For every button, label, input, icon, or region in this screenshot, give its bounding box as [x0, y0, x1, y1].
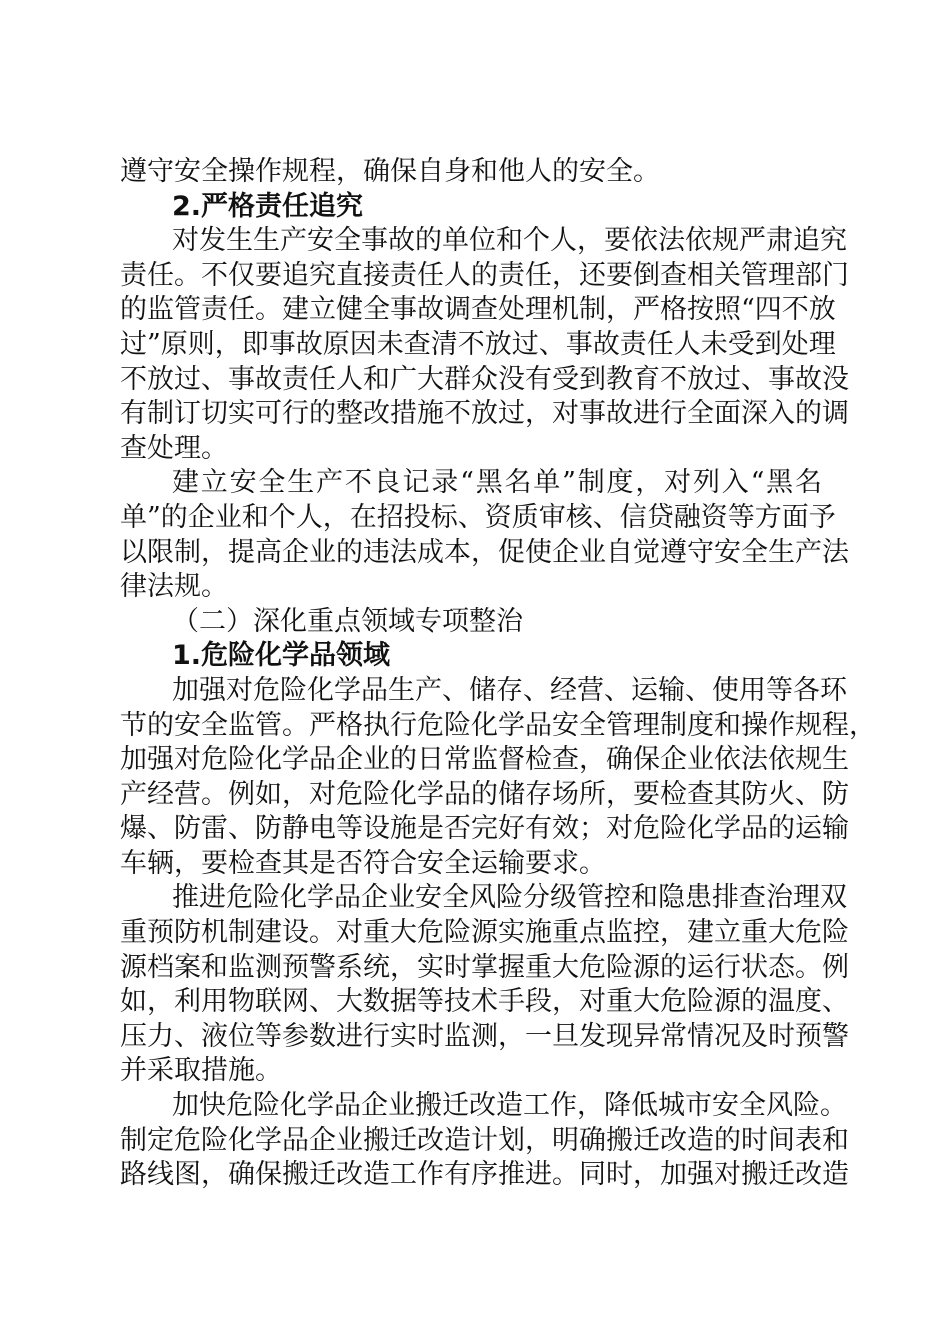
text-line: 重预防机制建设。对重大危险源实施重点监控，建立重大危险	[120, 917, 849, 949]
text-line: 如，利用物联网、大数据等技术手段，对重大危险源的温度、	[120, 986, 849, 1018]
text-line: 加快危险化学品企业搬迁改造工作，降低城市安全风险。	[172, 1090, 847, 1122]
text-line: 节的安全监管。严格执行危险化学品安全管理制度和操作规程，	[120, 709, 876, 741]
text-line: 加强对危险化学品企业的日常监督检查，确保企业依法依规生	[120, 744, 849, 776]
text-line: 查处理。	[120, 432, 228, 464]
text-line: 爆、防雷、防静电等设施是否完好有效；对危险化学品的运输	[120, 813, 849, 845]
text-line: 推进危险化学品企业安全风险分级管控和隐患排查治理双	[172, 882, 847, 914]
text-line: 遵守安全操作规程，确保自身和他人的安全。	[120, 156, 660, 187]
text-line: 的监管责任。建立健全事故调查处理机制，严格按照“四不放	[120, 294, 836, 326]
text-line: 责任。不仅要追究直接责任人的责任，还要倒查相关管理部门	[120, 259, 849, 291]
text-line: 源档案和监测预警系统，实时掌握重大危险源的运行状态。例	[120, 951, 849, 983]
text-line: 单”的企业和个人，在招投标、资质审核、信贷融资等方面予	[120, 501, 836, 533]
text-line: 制定危险化学品企业搬迁改造计划，明确搬迁改造的时间表和	[120, 1124, 849, 1156]
section-heading: 2.严格责任追究	[172, 190, 364, 222]
text-line: 以限制，提高企业的违法成本，促使企业自觉遵守安全生产法	[120, 536, 849, 568]
text-line: 建立安全生产不良记录“黑名单”制度，对列入“黑名	[172, 467, 822, 499]
section-heading: （二）深化重点领域专项整治	[172, 605, 523, 637]
text-line: 加强对危险化学品生产、储存、经营、运输、使用等各环	[172, 674, 847, 706]
text-line: 车辆，要检查其是否符合安全运输要求。	[120, 847, 606, 879]
text-line: 路线图，确保搬迁改造工作有序推进。同时，加强对搬迁改造	[120, 1159, 849, 1191]
section-heading: 1.危险化学品领域	[172, 640, 391, 672]
document-body	[120, 155, 876, 1193]
text-line: 过”原则，即事故原因未查清不放过、事故责任人未受到处理	[120, 328, 836, 360]
text-line: 律法规。	[120, 571, 228, 603]
text-line: 不放过、事故责任人和广大群众没有受到教育不放过、事故没	[120, 363, 849, 395]
text-line: 有制订切实可行的整改措施不放过，对事故进行全面深入的调	[120, 398, 849, 430]
text-line: 并采取措施。	[120, 1055, 282, 1087]
text-line: 压力、液位等参数进行实时监测，一旦发现异常情况及时预警	[120, 1020, 849, 1052]
text-line: 产经营。例如，对危险化学品的储存场所，要检查其防火、防	[120, 778, 849, 810]
text-line: 对发生生产安全事故的单位和个人，要依法依规严肃追究	[172, 225, 847, 257]
